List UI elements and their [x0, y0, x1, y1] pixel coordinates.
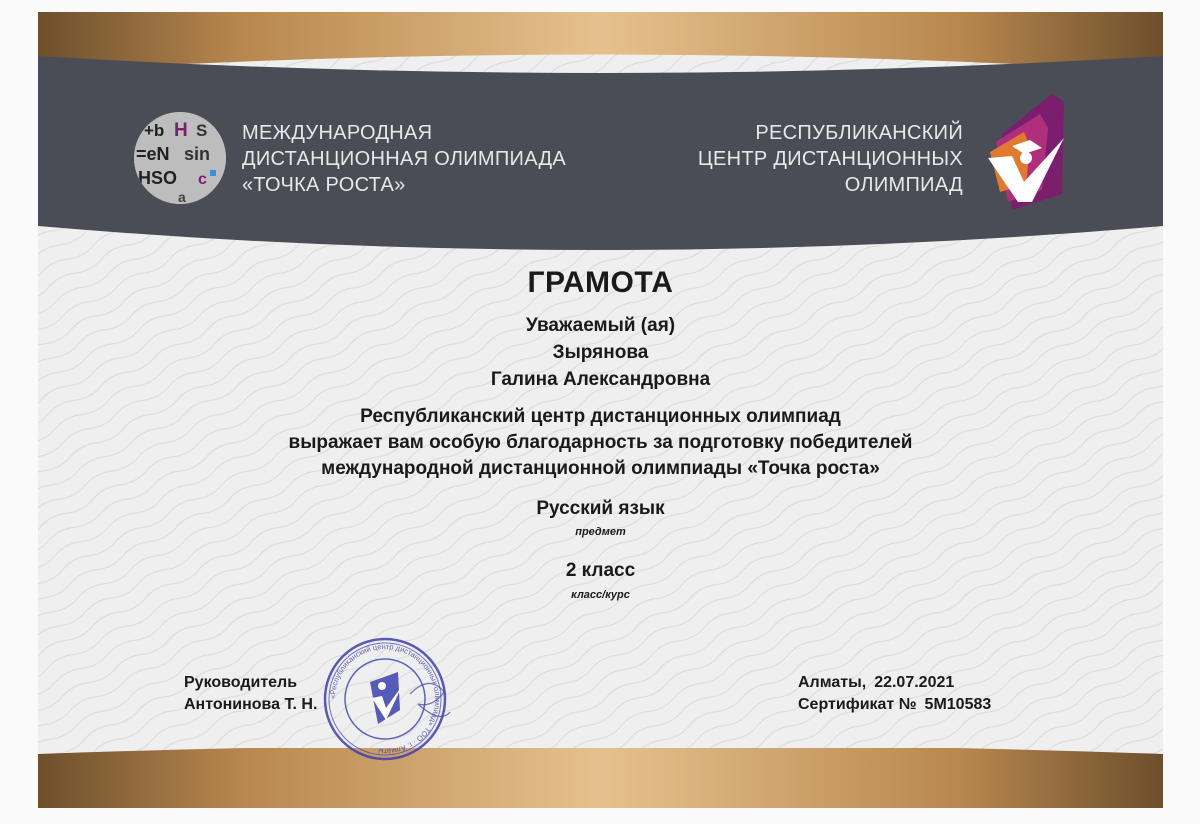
certificate-label: Сертификат №	[798, 696, 917, 713]
issue-details	[798, 672, 991, 716]
signer-role: Руководитель	[184, 674, 298, 691]
center-name-line: РЕСПУБЛИКАНСКИЙ	[755, 122, 963, 144]
signer-name: Антонинова Т. Н.	[184, 696, 318, 713]
svg-text:=eN: =eN	[136, 144, 170, 164]
gratitude-line: международной дистанционной олимпиады «Точка роста»	[321, 458, 880, 479]
svg-text:S: S	[196, 121, 208, 140]
gratitude-line: выражает вам особую благодарность за подготовку победителей	[288, 432, 913, 453]
recipient-surname: Зырянова	[552, 342, 649, 363]
grade-caption: класс/курс	[571, 589, 630, 601]
svg-text:H: H	[174, 120, 188, 141]
center-name-line: ЦЕНТР ДИСТАНЦИОННЫХ	[697, 148, 963, 170]
gratitude-text	[38, 404, 1163, 482]
official-stamp	[320, 634, 460, 764]
subject: Русский язык	[536, 498, 665, 519]
greeting: Уважаемый (ая)	[525, 315, 676, 336]
certificate-title: ГРАМОТА	[527, 266, 674, 299]
svg-text:sin: sin	[184, 144, 211, 164]
center-logo	[982, 94, 1072, 214]
stamp-ring-text: «Республиканский центр дистанционных олимпиад» ТОО · г. Алматы ·	[327, 641, 443, 757]
gratitude-line: Республиканский центр дистанционных олимпиад	[360, 406, 841, 427]
olympiad-logo	[134, 112, 226, 204]
recipient-name: Галина Александровна	[490, 369, 711, 390]
olympiad-name	[242, 120, 566, 198]
signature-block	[184, 672, 317, 716]
center-name-line: ОЛИМПИАД	[844, 174, 963, 196]
center-name	[698, 120, 963, 198]
subject-caption: предмет	[575, 526, 626, 538]
olympiad-name-line: «ТОЧКА РОСТА»	[242, 174, 406, 196]
grade: 2 класс	[565, 560, 636, 581]
olympiad-name-line: ДИСТАНЦИОННАЯ ОЛИМПИАДА	[242, 148, 567, 170]
footer-band	[38, 748, 1163, 808]
svg-text:c: c	[198, 171, 207, 188]
olympiad-name-line: МЕЖДУНАРОДНАЯ	[242, 122, 433, 144]
issue-city: Алматы,	[798, 674, 867, 691]
certificate	[38, 12, 1163, 808]
svg-text:a: a	[178, 189, 186, 204]
svg-text:HSO: HSO	[138, 168, 178, 188]
svg-text:+b: +b	[144, 121, 165, 140]
recipient-block	[38, 312, 1163, 393]
issue-date: 22.07.2021	[874, 674, 955, 691]
certificate-number: 5M10583	[924, 696, 992, 713]
